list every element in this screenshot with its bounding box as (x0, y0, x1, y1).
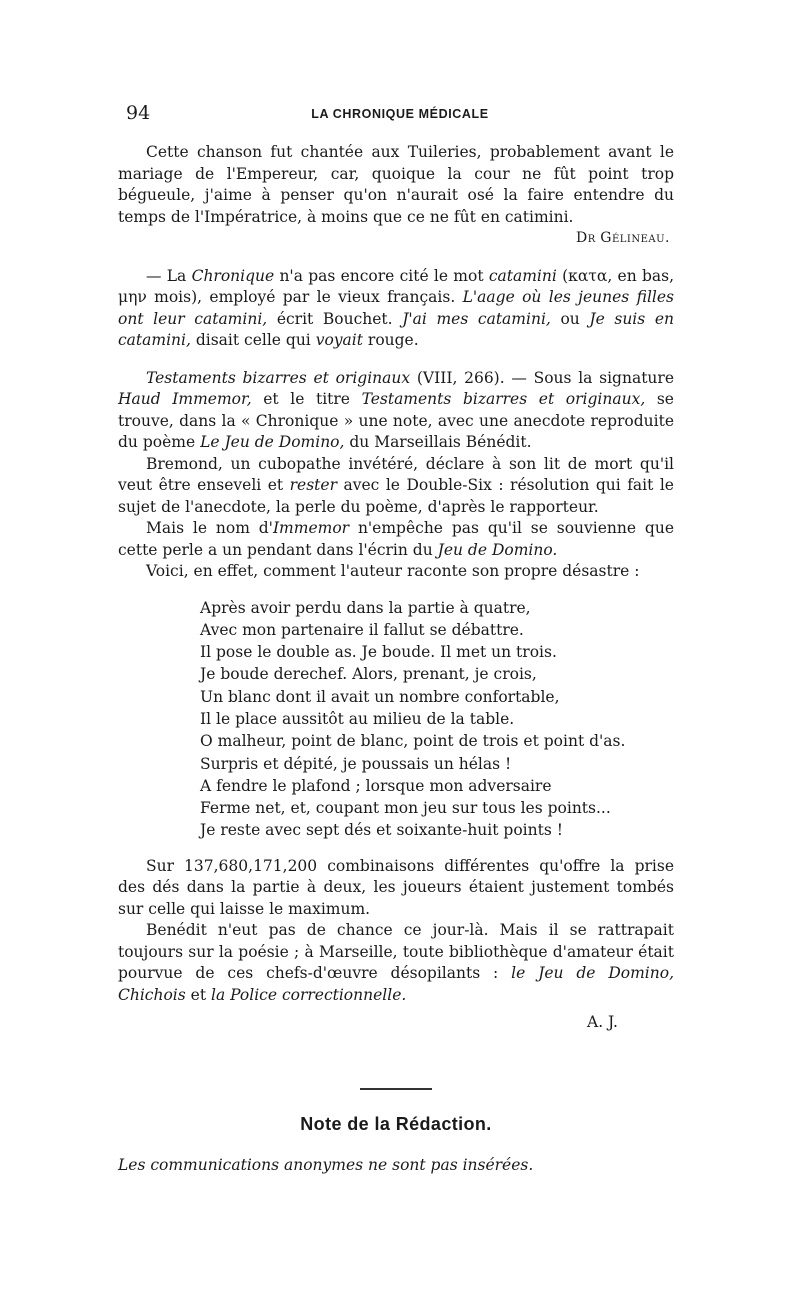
running-head (0, 102, 800, 132)
text-run: du Marseillais Bénédit. (344, 433, 532, 451)
text-run: et (185, 985, 211, 1004)
poem-line: Il le place aussitôt au milieu de la table. (200, 709, 515, 728)
paragraph-testaments (118, 368, 674, 454)
signature-prefix: Dr (576, 230, 596, 246)
text-run: rouge. (362, 331, 419, 349)
italic-run: la Police correctionnelle. (210, 985, 407, 1004)
italic-run: Chronique (191, 266, 275, 285)
poem-line: O malheur, point de blanc, point de trois et point d'as. (200, 732, 626, 751)
text-run: se trouve, dans la « Chronique » une note, avec une anecdote reproduite du poème (118, 390, 674, 451)
text-run: — La (146, 266, 192, 285)
italic-run: Immemor (272, 519, 350, 537)
paragraph-benedit (118, 920, 674, 1006)
paragraph-chanson: Cette chanson fut chantée aux Tuileries, probablement avant le mariage de l'Empereur, car, quoique la cour ne fût point trop bégueule, j'aime à penser qu'on n'aurait osé la faire entendre du temps de l'Impératrice, à moins que ce ne fût en catimini. (118, 143, 674, 226)
italic-run: catamini (488, 266, 557, 285)
text-run: écrit Bouchet. (267, 309, 403, 328)
text-run: Bremond, un cubopathe invétéré, déclare à son lit de mort qu'il veut être enseveli et (118, 454, 674, 494)
text-run: n'empêche pas qu'il se souvienne que cette perle a un pendant dans l'écrin du (118, 519, 674, 559)
italic-run: Jeu de Domino. (437, 540, 558, 559)
running-title: LA CHRONIQUE MÉDICALE (311, 107, 489, 121)
paragraph-bremond (118, 454, 674, 519)
paragraph-catamini (118, 266, 674, 352)
page-number: 94 (126, 102, 151, 124)
paragraph-voici: Voici, en effet, comment l'auteur raconte son propre désastre : (146, 562, 640, 580)
poem-line: Il pose le double as. Je boude. Il met un trois. (200, 643, 557, 662)
text-run: disait celle qui (190, 331, 316, 349)
poem-line: A fendre le plafond ; lorsque mon adversaire (200, 776, 552, 795)
text-run: (κατα, en bas, μην mois), employé par le vieux français. (118, 266, 674, 306)
text-run: (VIII, 266). — Sous la signature (410, 368, 674, 387)
poem-line: Après avoir perdu dans la partie à quatre, (200, 598, 531, 617)
signature-name: Gélineau. (600, 230, 670, 246)
note-body: Les communications anonymes ne sont pas insérées. (118, 1156, 534, 1175)
text-run: et le titre (251, 390, 362, 408)
italic-run: Testaments bizarres et originaux, (361, 390, 646, 408)
poem-line: Ferme net, et, coupant mon jeu sur tous les points... (200, 799, 611, 818)
italic-run: Testaments bizarres et originaux (146, 368, 411, 387)
italic-run: Je suis en catamini, (118, 309, 674, 349)
poem-line: Je reste avec sept dés et soixante-huit points ! (200, 821, 563, 840)
poem-line: Un blanc dont il avait un nombre confortable, (200, 687, 560, 706)
text-run: ou (550, 309, 590, 328)
text-run: Mais le nom d' (146, 519, 273, 537)
italic-run: voyait (315, 331, 363, 349)
italic-run: L'aage où les jeunes filles ont leur catamini, (118, 288, 674, 328)
poem-line: Surpris et dépité, je poussais un hélas ! (200, 754, 512, 773)
paragraph-immemor (118, 518, 674, 561)
text-run: Benédit n'eut pas de chance ce jour-là. Mais il se rattrapait toujours sur la poésie ; à Marseille, toute bibliothèque d'amateur était pourvue de ces chefs-d'œuvre désopilants : (118, 921, 674, 983)
italic-run: Le Jeu de Domino, (200, 433, 345, 451)
italic-run: le Jeu de Domino, Chichois (118, 964, 675, 1004)
italic-run: rester (289, 476, 337, 494)
text-run: avec le Double-Six : résolution qui fait le sujet de l'anecdote, la perle du poème, d'après le rapporteur. (118, 476, 674, 516)
note-title: Note de la Rédaction. (300, 1113, 492, 1134)
section-divider (360, 1088, 432, 1090)
page-body (118, 142, 674, 1177)
poem-line: Avec mon partenaire il fallut se débattre. (200, 620, 524, 639)
paragraph-combinaisons: Sur 137,680,171,200 combinaisons différentes qu'offre la prise des dés dans la partie à deux, les joueurs étaient justement tombés sur celle qui laisse le maximum. (118, 856, 674, 918)
italic-run: Haud Immemor, (118, 390, 252, 408)
signature-gelineau (118, 228, 674, 250)
text-run: n'a pas encore cité le mot (274, 266, 489, 285)
poem-line: Je boude derechef. Alors, prenant, je crois, (200, 665, 537, 684)
signature-initials: A. J. (587, 1013, 618, 1032)
italic-run: J'ai mes catamini, (402, 309, 551, 328)
poem (200, 597, 674, 842)
